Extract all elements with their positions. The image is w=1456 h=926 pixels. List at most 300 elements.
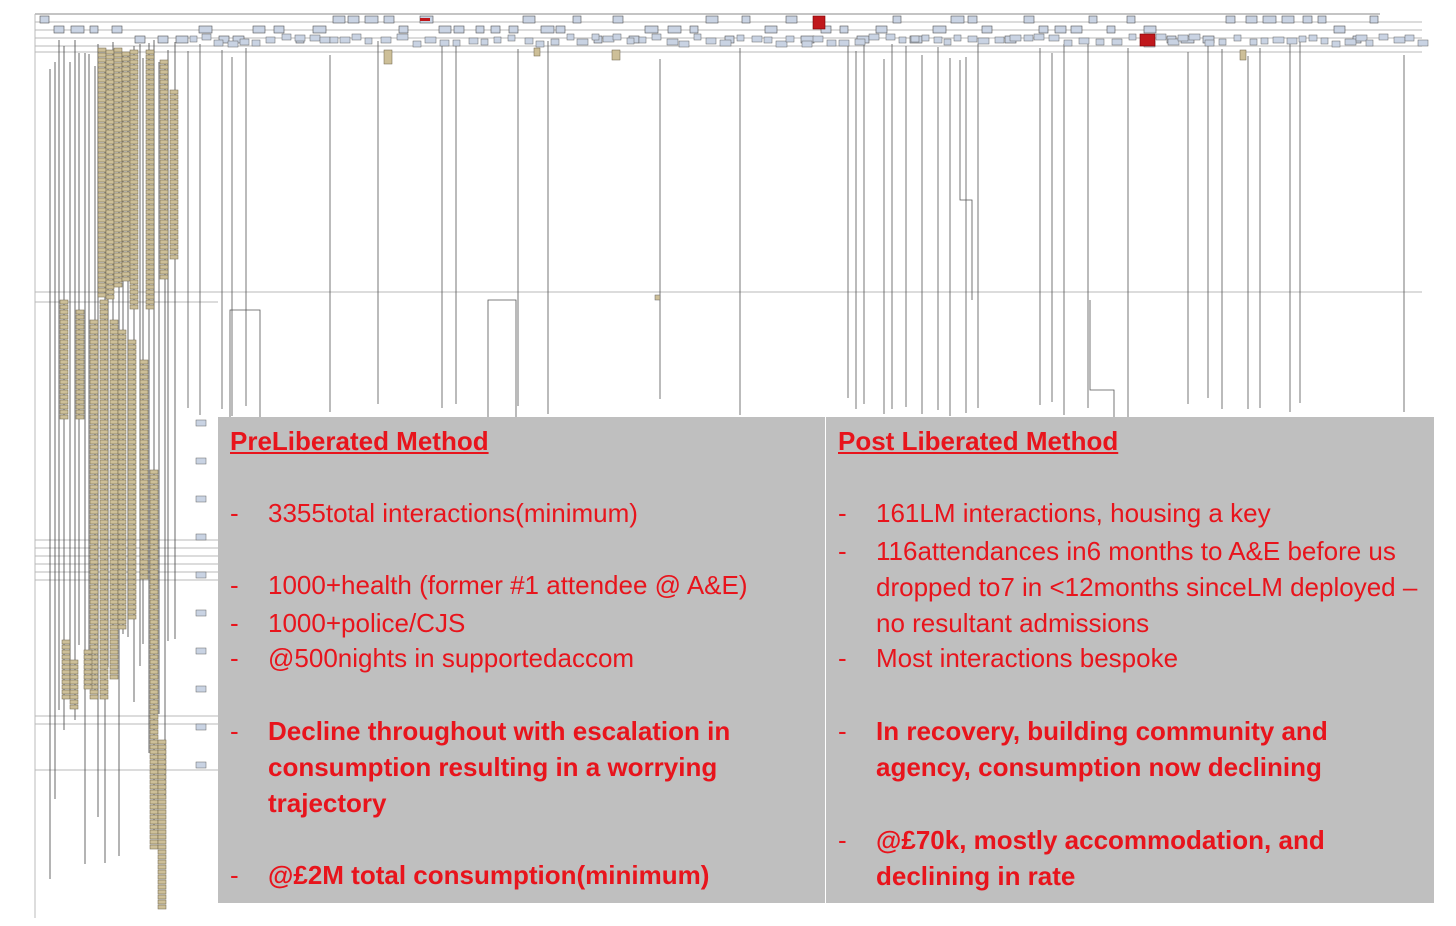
process-step-box <box>110 485 118 489</box>
process-step-box <box>106 210 114 214</box>
process-step-box <box>118 425 126 429</box>
process-step-box <box>118 510 126 514</box>
process-step-box <box>150 610 158 614</box>
process-step-box <box>122 252 130 256</box>
process-step-box <box>150 525 158 529</box>
process-step-box <box>1010 35 1021 41</box>
post-item-lm-interactions: - 161LM interactions, housing a key <box>838 495 1428 531</box>
process-step-box <box>170 90 178 94</box>
process-step-box <box>146 185 154 189</box>
process-step-box <box>150 800 158 804</box>
process-step-box <box>1064 40 1072 46</box>
process-step-box <box>128 340 136 344</box>
process-step-box <box>118 580 126 584</box>
process-step-box <box>128 435 136 439</box>
process-step-box <box>140 400 148 404</box>
process-step-box <box>1394 37 1405 43</box>
process-step-box <box>60 330 68 334</box>
process-step-box <box>62 670 70 674</box>
process-step-box <box>118 410 126 414</box>
process-step-box <box>122 182 130 186</box>
process-step-box <box>110 670 118 674</box>
process-step-box <box>118 520 126 524</box>
process-step-box <box>150 810 158 814</box>
process-step-box <box>1379 34 1388 40</box>
process-step-box <box>100 485 108 489</box>
process-step-box <box>158 770 166 774</box>
process-step-box <box>98 203 106 207</box>
process-step-box <box>158 795 166 799</box>
process-step-box <box>70 660 78 664</box>
process-step-box <box>128 480 136 484</box>
process-step-box <box>122 232 130 236</box>
process-step-box <box>110 410 118 414</box>
process-step-box <box>128 485 136 489</box>
process-step-box <box>1168 39 1179 45</box>
process-step-box <box>827 40 836 46</box>
process-step-box <box>114 78 122 82</box>
process-step-box <box>110 425 118 429</box>
process-step-box <box>106 275 114 279</box>
process-step-box <box>106 105 114 109</box>
process-step-box <box>1303 16 1312 23</box>
post-item-bespoke: - Most interactions bespoke <box>838 640 1428 676</box>
process-step-box <box>128 360 136 364</box>
process-step-box <box>90 400 98 404</box>
process-step-box <box>118 515 126 519</box>
process-step-box <box>140 550 148 554</box>
process-step-box <box>1332 41 1340 47</box>
process-step-box <box>130 145 138 149</box>
process-step-box <box>118 485 126 489</box>
process-step-box <box>453 40 460 46</box>
process-step-box <box>98 118 106 122</box>
process-step-box <box>1024 16 1034 23</box>
process-step-box <box>98 108 106 112</box>
process-step-box <box>150 620 158 624</box>
connector-line <box>230 310 260 417</box>
process-step-box <box>128 390 136 394</box>
process-step-box <box>114 148 122 152</box>
process-step-box <box>252 40 260 46</box>
process-step-box <box>196 420 206 426</box>
process-step-box <box>110 555 118 559</box>
process-step-box <box>140 490 148 494</box>
process-step-box <box>130 135 138 139</box>
process-step-box <box>122 242 130 246</box>
process-step-box <box>146 255 154 259</box>
process-step-box <box>76 385 84 389</box>
process-step-box <box>122 197 130 201</box>
process-step-box <box>128 370 136 374</box>
pre-liberated-method-title: PreLiberated Method <box>230 426 489 456</box>
process-step-box <box>313 26 326 33</box>
process-step-box <box>652 34 661 40</box>
process-step-box <box>128 425 136 429</box>
process-step-box <box>146 135 154 139</box>
process-step-box <box>130 130 138 134</box>
process-step-box <box>330 37 338 43</box>
process-step-box <box>1250 39 1257 45</box>
process-step-box <box>130 100 138 104</box>
process-step-box <box>118 330 126 334</box>
process-step-box <box>202 34 211 40</box>
process-step-box <box>146 305 154 309</box>
process-step-box <box>110 455 118 459</box>
process-step-box <box>100 595 108 599</box>
process-step-box <box>100 370 108 374</box>
process-step-box <box>886 34 895 40</box>
process-step-box <box>98 178 106 182</box>
process-step-box <box>1240 50 1246 60</box>
process-step-box <box>60 335 68 339</box>
process-step-box <box>122 237 130 241</box>
process-step-box <box>160 90 168 94</box>
process-step-box <box>146 215 154 219</box>
process-step-box <box>114 178 122 182</box>
process-step-box <box>893 16 901 23</box>
process-step-box <box>786 36 794 42</box>
process-step-box <box>100 420 108 424</box>
process-step-box <box>100 665 108 669</box>
process-step-box <box>60 340 68 344</box>
process-step-box <box>122 227 130 231</box>
process-step-box <box>118 560 126 564</box>
post-liberated-method-title: Post Liberated Method <box>838 426 1119 456</box>
process-step-box <box>84 655 92 659</box>
process-step-box <box>100 600 108 604</box>
process-step-box <box>100 300 108 304</box>
process-step-box <box>98 263 106 267</box>
process-step-box <box>110 470 118 474</box>
process-step-box <box>146 105 154 109</box>
process-step-box <box>1418 40 1428 46</box>
process-step-box <box>737 35 744 41</box>
process-step-box <box>70 690 78 694</box>
process-step-box <box>150 565 158 569</box>
process-step-box <box>118 585 126 589</box>
process-step-box <box>146 260 154 264</box>
process-step-box <box>128 440 136 444</box>
process-step-box <box>150 590 158 594</box>
pre-item-total-consumption: - @£2M total consumption(minimum) <box>230 857 819 893</box>
process-step-box <box>150 575 158 579</box>
process-step-box <box>106 135 114 139</box>
process-step-box <box>100 345 108 349</box>
process-step-box <box>160 205 168 209</box>
process-step-box <box>110 350 118 354</box>
process-step-box <box>114 53 122 57</box>
process-step-box <box>158 820 166 824</box>
process-step-box <box>160 210 168 214</box>
process-step-box <box>122 72 130 76</box>
process-step-box <box>158 875 166 879</box>
process-step-box <box>150 530 158 534</box>
process-step-box <box>122 57 130 61</box>
process-step-box <box>98 248 106 252</box>
process-step-box <box>90 495 98 499</box>
process-step-box <box>613 34 621 40</box>
process-step-box <box>140 440 148 444</box>
process-step-box <box>694 34 701 40</box>
process-step-box <box>469 38 478 44</box>
process-step-box <box>110 430 118 434</box>
process-step-box <box>150 685 158 689</box>
process-step-box <box>114 203 122 207</box>
process-step-box <box>1129 34 1136 40</box>
process-step-box <box>146 90 154 94</box>
process-step-box <box>90 405 98 409</box>
process-step-box <box>158 780 166 784</box>
process-step-box <box>100 435 108 439</box>
process-step-box <box>160 165 168 169</box>
process-step-box <box>106 215 114 219</box>
process-step-box <box>1039 26 1048 33</box>
process-step-box <box>60 315 68 319</box>
process-step-box <box>110 540 118 544</box>
process-step-box <box>122 267 130 271</box>
process-step-box <box>150 640 158 644</box>
pre-item-decline: - Decline throughout with escalation in consumption resulting in a worrying trajectory <box>230 713 819 821</box>
process-step-box <box>76 345 84 349</box>
process-step-box <box>160 185 168 189</box>
process-step-box <box>90 490 98 494</box>
process-step-box <box>146 80 154 84</box>
process-step-box <box>110 450 118 454</box>
process-step-box <box>840 26 848 33</box>
process-step-box <box>98 288 106 292</box>
process-step-box <box>160 275 168 279</box>
process-step-box <box>196 534 206 540</box>
process-step-box <box>76 365 84 369</box>
process-step-box <box>114 63 122 67</box>
process-step-box <box>110 395 118 399</box>
process-step-box <box>454 26 464 33</box>
process-step-box <box>122 67 130 71</box>
process-step-box <box>150 540 158 544</box>
process-step-box <box>150 550 158 554</box>
process-step-box <box>90 395 98 399</box>
process-step-box <box>399 26 408 33</box>
highlight-box <box>1140 34 1155 46</box>
process-step-box <box>62 660 70 664</box>
process-step-box <box>110 640 118 644</box>
process-step-box <box>190 36 197 42</box>
process-step-box <box>100 565 108 569</box>
process-step-box <box>110 630 118 634</box>
process-step-box <box>110 550 118 554</box>
process-step-box <box>122 212 130 216</box>
process-step-box <box>655 295 660 300</box>
process-step-box <box>158 775 166 779</box>
process-step-box <box>110 355 118 359</box>
process-step-box <box>150 510 158 514</box>
process-step-box <box>150 535 158 539</box>
process-step-box <box>100 440 108 444</box>
process-step-box <box>150 710 158 714</box>
process-step-box <box>106 140 114 144</box>
process-step-box <box>110 600 118 604</box>
process-step-box <box>118 595 126 599</box>
process-step-box <box>76 320 84 324</box>
process-step-box <box>122 102 130 106</box>
process-step-box <box>158 760 166 764</box>
process-step-box <box>160 270 168 274</box>
process-step-box <box>128 495 136 499</box>
process-step-box <box>150 675 158 679</box>
process-step-box <box>118 545 126 549</box>
process-step-box <box>90 475 98 479</box>
process-step-box <box>100 500 108 504</box>
process-step-box <box>933 26 946 33</box>
process-step-box <box>90 345 98 349</box>
process-step-box <box>114 88 122 92</box>
process-step-box <box>130 205 138 209</box>
process-step-box <box>1334 26 1345 33</box>
process-step-box <box>106 160 114 164</box>
process-step-box <box>84 685 92 689</box>
process-step-box <box>128 365 136 369</box>
process-step-box <box>158 895 166 899</box>
process-step-box <box>150 635 158 639</box>
process-step-box <box>118 375 126 379</box>
process-step-box <box>158 790 166 794</box>
process-step-box <box>122 277 130 281</box>
process-step-box <box>253 26 265 33</box>
process-step-box <box>150 730 158 734</box>
process-step-box <box>128 590 136 594</box>
process-step-box <box>150 820 158 824</box>
process-step-box <box>100 660 108 664</box>
process-step-box <box>90 525 98 529</box>
process-step-box <box>130 110 138 114</box>
process-step-box <box>130 115 138 119</box>
process-step-box <box>130 70 138 74</box>
process-step-box <box>128 385 136 389</box>
process-step-box <box>118 505 126 509</box>
process-step-box <box>114 98 122 102</box>
process-step-box <box>98 98 106 102</box>
process-step-box <box>100 310 108 314</box>
process-step-box <box>122 272 130 276</box>
process-step-box <box>98 73 106 77</box>
process-step-box <box>110 445 118 449</box>
bullet-dash: - <box>230 860 239 890</box>
process-step-box <box>98 63 106 67</box>
process-step-box <box>170 125 178 129</box>
process-step-box <box>98 133 106 137</box>
process-step-box <box>60 415 68 419</box>
process-step-box <box>150 645 158 649</box>
process-step-box <box>122 52 130 56</box>
process-step-box <box>170 235 178 239</box>
process-step-box <box>170 120 178 124</box>
process-step-box <box>110 360 118 364</box>
process-step-box <box>150 570 158 574</box>
process-step-box <box>114 233 122 237</box>
process-step-box <box>1263 16 1276 23</box>
process-step-box <box>90 485 98 489</box>
process-step-box <box>90 465 98 469</box>
process-step-box <box>150 785 158 789</box>
process-step-box <box>1309 35 1317 41</box>
process-step-box <box>158 860 166 864</box>
process-step-box <box>90 615 98 619</box>
process-step-box <box>106 255 114 259</box>
process-step-box <box>150 625 158 629</box>
process-step-box <box>106 60 114 64</box>
process-step-box <box>106 100 114 104</box>
process-step-box <box>573 16 581 23</box>
process-step-box <box>130 60 138 64</box>
process-step-box <box>384 16 394 23</box>
post-item-cost: - @£70k, mostly accommodation, and declining in rate <box>838 822 1428 894</box>
process-step-box <box>146 220 154 224</box>
process-step-box <box>100 365 108 369</box>
process-step-box <box>90 440 98 444</box>
process-step-box <box>1055 26 1066 33</box>
process-step-box <box>130 170 138 174</box>
process-step-box <box>160 70 168 74</box>
process-step-box <box>128 575 136 579</box>
process-step-box <box>90 450 98 454</box>
process-step-box <box>130 120 138 124</box>
process-step-box <box>76 390 84 394</box>
process-step-box <box>110 500 118 504</box>
process-step-box <box>534 48 540 56</box>
process-step-box <box>922 35 929 41</box>
process-step-box <box>150 555 158 559</box>
process-step-box <box>146 265 154 269</box>
process-step-box <box>112 26 122 33</box>
process-step-box <box>150 495 158 499</box>
process-step-box <box>476 26 484 33</box>
process-step-box <box>130 160 138 164</box>
process-step-box <box>720 40 731 46</box>
process-step-box <box>128 570 136 574</box>
process-step-box <box>118 530 126 534</box>
process-step-box <box>266 37 275 43</box>
process-step-box <box>146 120 154 124</box>
process-step-box <box>150 805 158 809</box>
process-step-box <box>114 263 122 267</box>
process-step-box <box>140 555 148 559</box>
process-step-box <box>106 165 114 169</box>
process-step-box <box>118 365 126 369</box>
process-step-box <box>130 260 138 264</box>
process-step-box <box>110 460 118 464</box>
process-step-box <box>118 335 126 339</box>
process-step-box <box>140 375 148 379</box>
process-step-box <box>1178 35 1188 41</box>
process-step-box <box>110 660 118 664</box>
process-step-box <box>150 830 158 834</box>
process-step-box <box>146 270 154 274</box>
process-step-box <box>98 53 106 57</box>
process-step-box <box>146 225 154 229</box>
process-step-box <box>140 540 148 544</box>
process-step-box <box>128 470 136 474</box>
process-step-box <box>98 58 106 62</box>
process-step-box <box>130 280 138 284</box>
process-step-box <box>122 177 130 181</box>
process-step-box <box>110 595 118 599</box>
process-step-box <box>114 238 122 242</box>
process-step-box <box>706 16 718 23</box>
process-step-box <box>100 685 108 689</box>
process-step-box <box>90 335 98 339</box>
process-step-box <box>114 158 122 162</box>
